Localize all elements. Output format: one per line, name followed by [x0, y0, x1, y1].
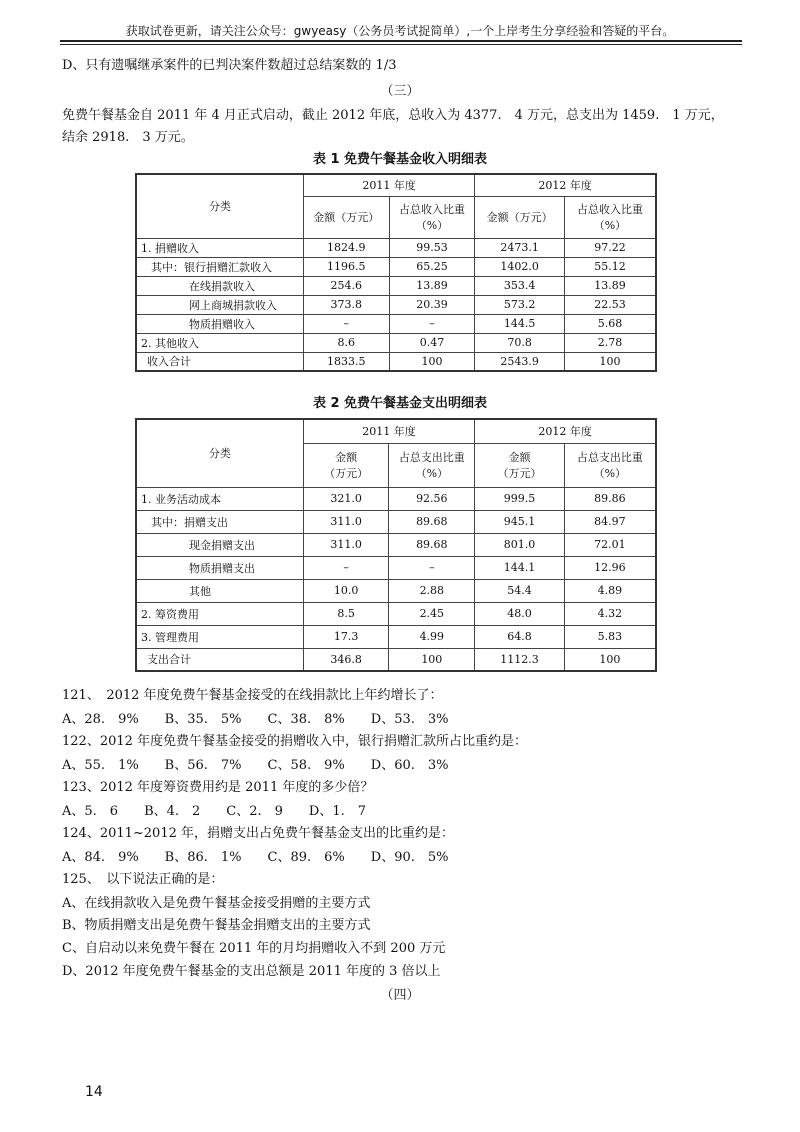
page-number: 14	[85, 1084, 103, 1100]
question-125-option-d: D、2012 年度免费午餐基金的支出总额是 2011 年度的 3 倍以上	[62, 964, 441, 979]
cell: 4.99	[389, 625, 475, 648]
cell: 5.68	[564, 314, 656, 333]
table1-header-year1: 2011 年度	[303, 174, 474, 196]
cell: 573.2	[475, 295, 565, 314]
row-label: 其他	[136, 579, 303, 602]
intro-line-2: 结余 2918. 3 万元。	[62, 130, 194, 145]
cell: 89.68	[389, 533, 475, 556]
cell: 100	[389, 352, 475, 371]
question-123-stem: 123、2012 年度筹资费用约是 2011 年度的多少倍？	[62, 780, 374, 795]
cell: 254.6	[303, 276, 389, 295]
row-label: 1. 业务活动成本	[136, 487, 303, 510]
header-rule-thin	[60, 44, 742, 45]
cell: 100	[564, 352, 656, 371]
cell: 144.1	[475, 556, 564, 579]
question-124-options: A、84. 9% B、86. 1% C、89. 6% D、90. 5%	[62, 850, 449, 865]
cell: 1112.3	[475, 648, 564, 671]
cell: 1833.5	[303, 352, 389, 371]
intro-line-1: 免费午餐基金自 2011 年 4 月正式启动，截止 2012 年底，总收入为 4377. 4 万元，总支出为 1459. 1 万元，	[62, 108, 724, 123]
row-label: 支出合计	[136, 648, 303, 671]
cell: 1402.0	[475, 257, 565, 276]
cell: 346.8	[303, 648, 389, 671]
section-heading-4: （四）	[380, 988, 420, 1003]
row-label: 1. 捐赠收入	[136, 238, 303, 257]
table1	[135, 173, 657, 372]
cell: 97.22	[564, 238, 656, 257]
row-label: 物质捐赠收入	[136, 314, 303, 333]
question-122-options: A、55. 1% B、56. 7% C、58. 9% D、60. 3%	[62, 758, 449, 773]
cell: 5.83	[564, 625, 656, 648]
cell: 12.96	[564, 556, 656, 579]
row-label: 网上商城捐款收入	[136, 295, 303, 314]
row-label: 现金捐赠支出	[136, 533, 303, 556]
row-label: 物质捐赠支出	[136, 556, 303, 579]
table1-header-amount-2: 金额（万元）	[475, 196, 565, 238]
cell: 89.68	[389, 510, 475, 533]
table-row	[136, 602, 656, 625]
table-row	[136, 314, 656, 333]
cell: 65.25	[389, 257, 475, 276]
cell: –	[389, 314, 475, 333]
cell: 311.0	[303, 533, 389, 556]
cell: 0.47	[389, 333, 475, 352]
row-label: 2. 其他收入	[136, 333, 303, 352]
cell: 22.53	[564, 295, 656, 314]
cell: 1196.5	[303, 257, 389, 276]
table1-header-share-1: 占总收入比重 （%）	[389, 196, 475, 238]
table2-header-amount-1: 金额 （万元）	[303, 443, 389, 487]
cell: 17.3	[303, 625, 389, 648]
cell: 373.8	[303, 295, 389, 314]
cell: 92.56	[389, 487, 475, 510]
table-row	[136, 556, 656, 579]
table-row	[136, 295, 656, 314]
cell: 13.89	[389, 276, 475, 295]
question-125-stem: 125、 以下说法正确的是：	[62, 872, 224, 887]
table2-header-share-2: 占总支出比重 （%）	[564, 443, 656, 487]
cell: 2.88	[389, 579, 475, 602]
header-rule-thick	[60, 40, 742, 42]
table1-title: 表 1 免费午餐基金收入明细表	[312, 152, 488, 167]
cell: 2473.1	[475, 238, 565, 257]
cell: 55.12	[564, 257, 656, 276]
cell: 2543.9	[475, 352, 565, 371]
table-row	[136, 579, 656, 602]
cell: 72.01	[564, 533, 656, 556]
table1-header-amount-1: 金额（万元）	[303, 196, 389, 238]
table-row	[136, 276, 656, 295]
cell: 4.89	[564, 579, 656, 602]
table2-title: 表 2 免费午餐基金支出明细表	[312, 396, 488, 411]
cell: 54.4	[475, 579, 564, 602]
cell: 100	[389, 648, 475, 671]
question-124-stem: 124、2011~2012 年，捐赠支出占免费午餐基金支出的比重约是：	[62, 826, 455, 841]
row-label: 2. 筹资费用	[136, 602, 303, 625]
cell: 4.32	[564, 602, 656, 625]
cell: 311.0	[303, 510, 389, 533]
cell: 100	[564, 648, 656, 671]
cell: 353.4	[475, 276, 565, 295]
cell: 89.86	[564, 487, 656, 510]
cell: 10.0	[303, 579, 389, 602]
cell: 13.89	[564, 276, 656, 295]
question-125-option-b: B、物质捐赠支出是免费午餐基金捐赠支出的主要方式	[62, 918, 371, 933]
page-header: 获取试卷更新，请关注公众号：gwyeasy（公务员考试捉简单）,一个上岸考生分享经验和答疑的平台。	[125, 24, 675, 38]
cell: 2.45	[389, 602, 475, 625]
cell: 2.78	[564, 333, 656, 352]
row-label: 3. 管理费用	[136, 625, 303, 648]
question-121-options: A、28. 9% B、35. 5% C、38. 8% D、53. 3%	[62, 712, 449, 727]
table2-header-year1: 2011 年度	[303, 419, 474, 443]
question-125-option-c: C、自启动以来免费午餐在 2011 年的月均捐赠收入不到 200 万元	[62, 941, 446, 956]
table2	[135, 418, 657, 672]
cell: 1824.9	[303, 238, 389, 257]
cell: –	[303, 556, 389, 579]
table2-header-year2: 2012 年度	[475, 419, 656, 443]
cell: 999.5	[475, 487, 564, 510]
question-125-option-a: A、在线捐款收入是免费午餐基金接受捐赠的主要方式	[62, 896, 371, 911]
table-row	[136, 625, 656, 648]
table-row	[136, 487, 656, 510]
table-row	[136, 510, 656, 533]
table-row	[136, 238, 656, 257]
cell: 64.8	[475, 625, 564, 648]
cell: 20.39	[389, 295, 475, 314]
row-label: 其中：捐赠支出	[136, 510, 303, 533]
cell: –	[389, 556, 475, 579]
table2-header-category: 分类	[136, 419, 303, 487]
cell: 8.5	[303, 602, 389, 625]
table-row	[136, 352, 656, 371]
table2-header-share-1: 占总支出比重 （%）	[389, 443, 475, 487]
cell: 99.53	[389, 238, 475, 257]
table1-container	[135, 173, 657, 372]
previous-option-d: D、只有遗嘱继承案件的已判决案件数超过总结案数的 1/3	[62, 58, 397, 73]
cell: 70.8	[475, 333, 565, 352]
question-122-stem: 122、2012 年度免费午餐基金接受的捐赠收入中，银行捐赠汇款所占比重约是：	[62, 734, 528, 749]
cell: 144.5	[475, 314, 565, 333]
cell: 321.0	[303, 487, 389, 510]
question-121-stem: 121、 2012 年度免费午餐基金接受的在线捐款比上年约增长了：	[62, 688, 443, 703]
table2-container	[135, 418, 657, 672]
question-123-options: A、5. 6 B、4. 2 C、2. 9 D、1. 7	[62, 804, 367, 819]
cell: 801.0	[475, 533, 564, 556]
table1-header-year2: 2012 年度	[475, 174, 656, 196]
table-row	[136, 533, 656, 556]
table-row	[136, 257, 656, 276]
table1-header-share-2: 占总收入比重 （%）	[564, 196, 656, 238]
cell: –	[303, 314, 389, 333]
table-row	[136, 648, 656, 671]
cell: 48.0	[475, 602, 564, 625]
cell: 8.6	[303, 333, 389, 352]
row-label: 收入合计	[136, 352, 303, 371]
cell: 84.97	[564, 510, 656, 533]
cell: 945.1	[475, 510, 564, 533]
table2-header-amount-2: 金额 （万元）	[475, 443, 564, 487]
table1-header-category: 分类	[136, 174, 303, 238]
row-label: 在线捐款收入	[136, 276, 303, 295]
section-heading-3: （三）	[380, 84, 420, 99]
table-row	[136, 333, 656, 352]
row-label: 其中：银行捐赠汇款收入	[136, 257, 303, 276]
